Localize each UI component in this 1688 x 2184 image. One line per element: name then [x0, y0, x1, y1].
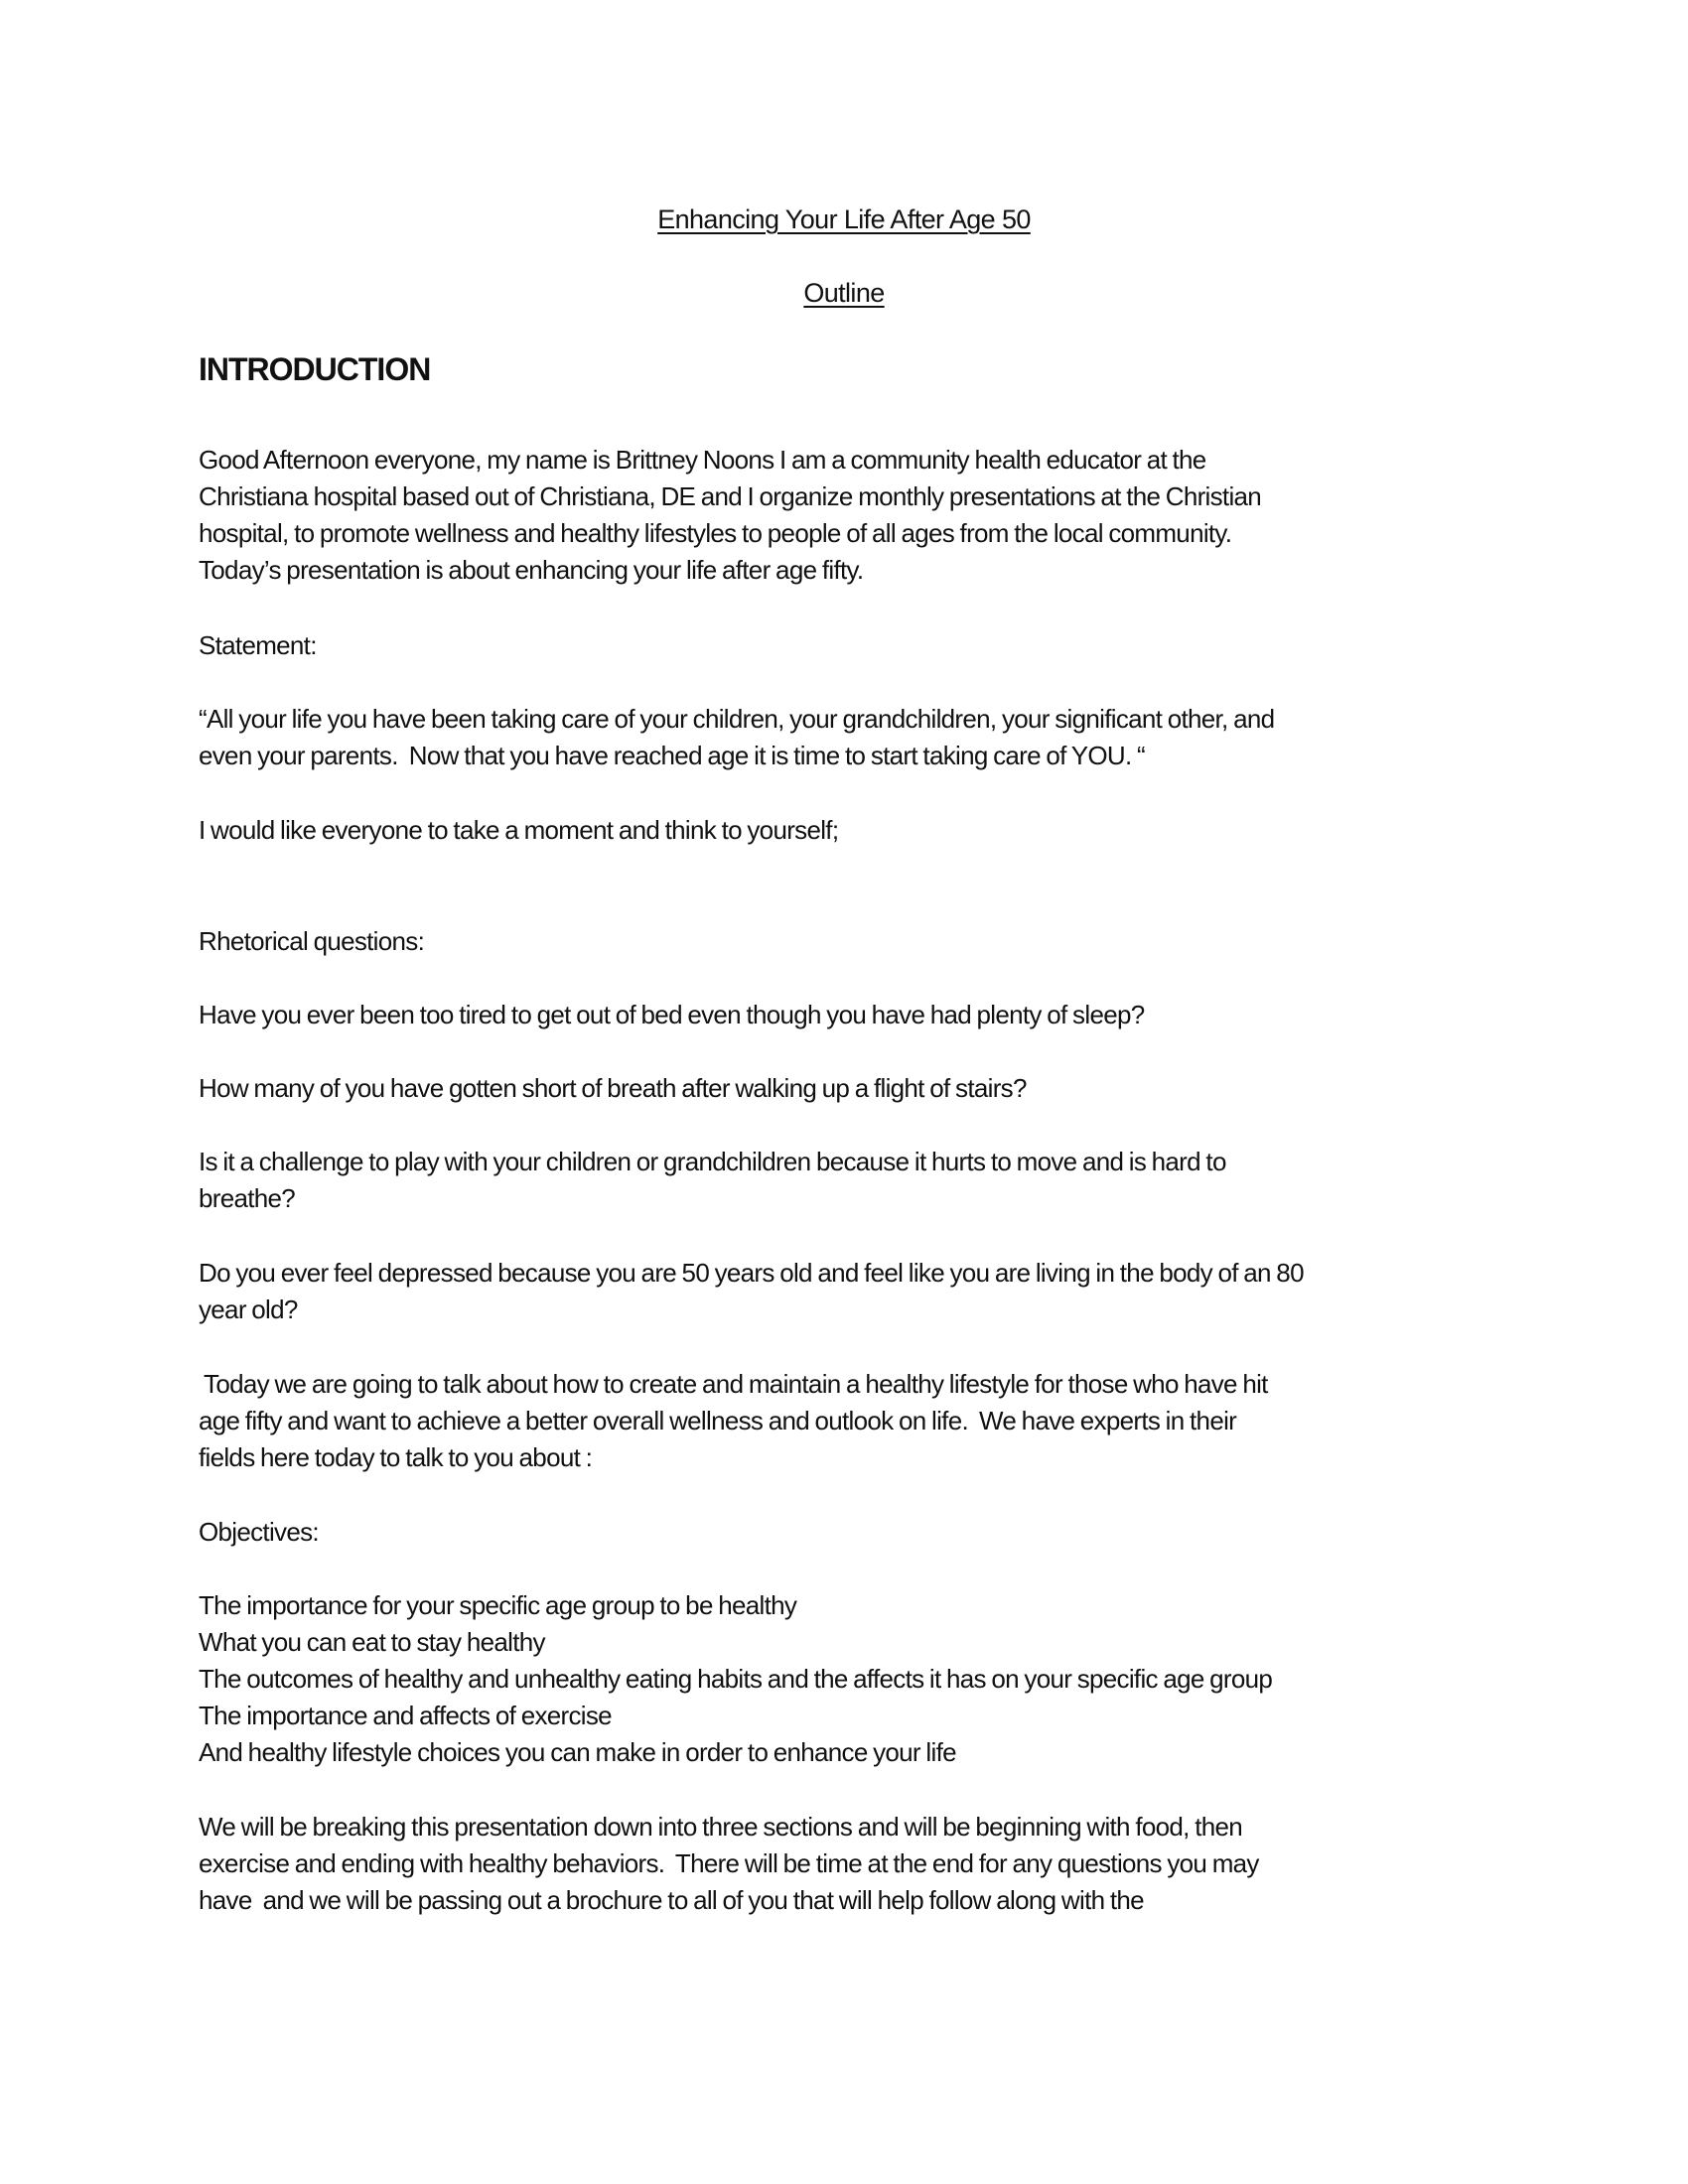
document-title: Enhancing Your Life After Age 50: [657, 205, 1031, 234]
section-heading-introduction: INTRODUCTION: [199, 351, 431, 387]
text-line: Do you ever feel depressed because you are 50 years old and feel like you are living in the body of an 80: [199, 1258, 1304, 1288]
think-prompt: [199, 812, 1509, 849]
document-subtitle: Outline: [803, 278, 885, 308]
text-line: Objectives:: [199, 1517, 319, 1547]
text-line: breathe?: [199, 1183, 296, 1213]
text-line: Christiana hospital based out of Christiana, DE and I organize monthly presentations at the Christian: [199, 481, 1262, 511]
text-line: even your parents. Now that you have reached age it is time to start taking care of YOU. “: [199, 741, 1146, 770]
text-line: Good Afternoon everyone, my name is Brittney Noons I am a community health educator at the: [199, 445, 1206, 475]
rhetorical-question: [199, 1070, 1509, 1107]
rhetorical-question: [199, 997, 1509, 1033]
objectives-list: [199, 1587, 1509, 1771]
objective-item: The importance and affects of exercise: [199, 1701, 612, 1730]
text-line: “All your life you have been taking care of your children, your grandchildren, your significant other, and: [199, 704, 1275, 734]
text-line: Rhetorical questions:: [199, 926, 425, 956]
text-line: How many of you have gotten short of breath after walking up a flight of stairs?: [199, 1073, 1027, 1103]
text-line: Today we are going to talk about how to create and maintain a healthy lifestyle for those who have hit: [199, 1369, 1268, 1399]
rhetorical-questions-label: [199, 923, 1509, 960]
rhetorical-question: [199, 1144, 1509, 1217]
text-line: Statement:: [199, 630, 317, 660]
objective-item: What you can eat to stay healthy: [199, 1627, 545, 1657]
text-line: year old?: [199, 1295, 298, 1324]
text-line: We will be breaking this presentation down into three sections and will be beginning with food, then: [199, 1812, 1242, 1842]
today-paragraph: [199, 1366, 1509, 1476]
closing-paragraph: [199, 1809, 1509, 1919]
intro-paragraph: [199, 442, 1509, 589]
text-line: have and we will be passing out a brochure to all of you that will help follow along with the: [199, 1885, 1144, 1915]
text-line: fields here today to talk to you about :: [199, 1442, 593, 1472]
text-line: Is it a challenge to play with your children or grandchildren because it hurts to move and is hard to: [199, 1147, 1226, 1176]
objective-item: The importance for your specific age group to be healthy: [199, 1590, 797, 1620]
objectives-label: [199, 1514, 1509, 1551]
rhetorical-question: [199, 1255, 1509, 1328]
statement-quote: [199, 701, 1509, 774]
statement-label: [199, 627, 1509, 664]
text-line: Today’s presentation is about enhancing your life after age fifty.: [199, 555, 864, 585]
objective-item: And healthy lifestyle choices you can make in order to enhance your life: [199, 1737, 956, 1767]
text-line: age fifty and want to achieve a better overall wellness and outlook on life. We have experts in their: [199, 1406, 1237, 1435]
text-line: exercise and ending with healthy behaviors. There will be time at the end for any questions you may: [199, 1848, 1259, 1878]
text-line: Have you ever been too tired to get out of bed even though you have had plenty of sleep?: [199, 1000, 1145, 1029]
text-line: hospital, to promote wellness and healthy lifestyles to people of all ages from the local community.: [199, 518, 1232, 548]
text-line: I would like everyone to take a moment and think to yourself;: [199, 815, 839, 845]
objective-item: The outcomes of healthy and unhealthy eating habits and the affects it has on your specific age group: [199, 1664, 1273, 1694]
